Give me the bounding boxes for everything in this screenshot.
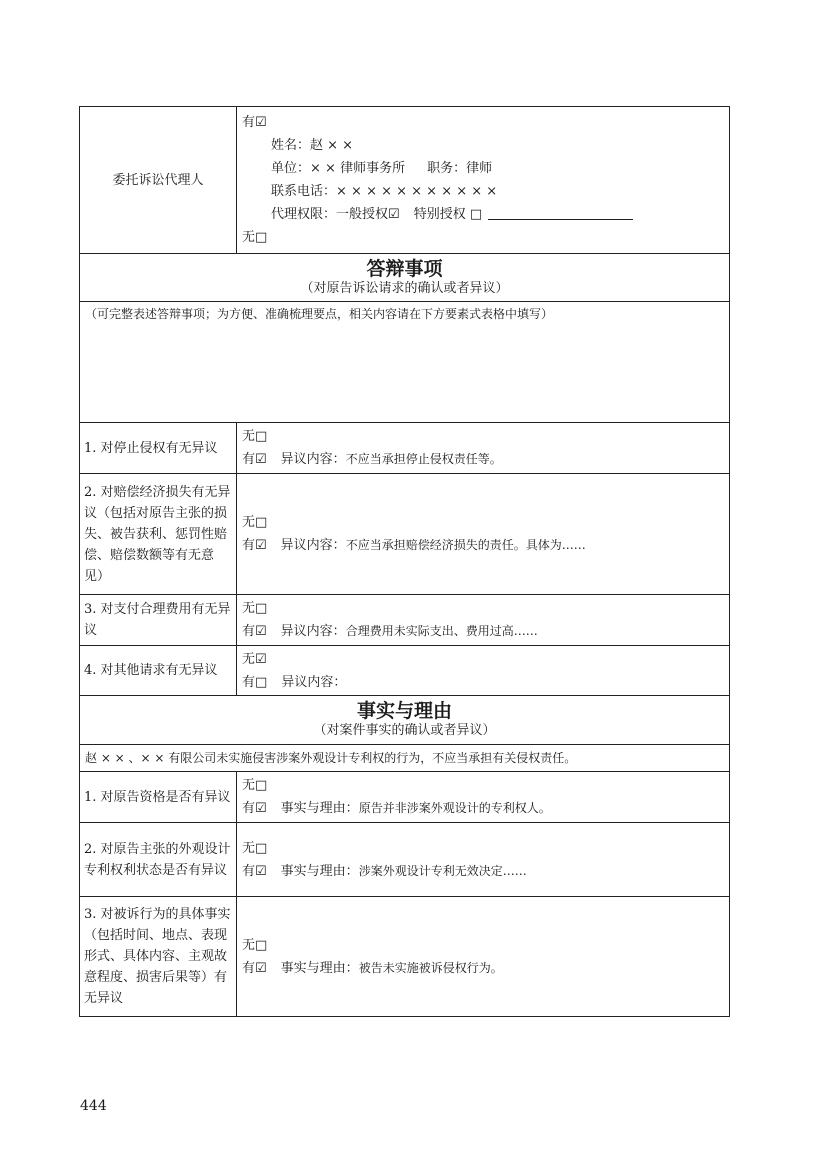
- facts-item-2-no-option[interactable]: [237, 837, 729, 860]
- agent-unit-line: [237, 157, 729, 180]
- agent-authority-label: 代理权限：: [271, 207, 337, 222]
- agent-position-value: 律师: [466, 161, 493, 176]
- facts-item-3-no-option[interactable]: [237, 934, 729, 957]
- facts-item-2-yes-option[interactable]: [237, 860, 729, 883]
- defense-item-3-yes-option[interactable]: [237, 620, 729, 643]
- yes-label: 有: [242, 538, 256, 553]
- yes-checkbox[interactable]: □: [255, 674, 268, 690]
- general-authority-label: 一般授权: [336, 207, 389, 222]
- agent-label: 委托诉讼代理人: [80, 107, 237, 254]
- reason-content[interactable]: 被告未实施被诉侵权行为。: [358, 960, 503, 975]
- facts-item-3-yes-option[interactable]: [237, 957, 729, 980]
- yes-checkbox[interactable]: ☑: [255, 801, 267, 816]
- yes-label: 有: [242, 960, 256, 976]
- yes-checkbox[interactable]: ☑: [255, 452, 267, 467]
- defense-item-4-yes-option[interactable]: [237, 671, 729, 694]
- no-label: 无: [242, 840, 256, 856]
- special-authority-checkbox[interactable]: □: [469, 207, 483, 222]
- yes-checkbox[interactable]: ☑: [255, 960, 267, 976]
- agent-none-checkbox[interactable]: □: [255, 230, 268, 245]
- facts-item-3: [80, 897, 730, 1017]
- objection-label: 异议内容：: [280, 452, 346, 467]
- facts-item-2: [80, 823, 730, 897]
- facts-section-title: 事实与理由: [356, 700, 452, 723]
- objection-content[interactable]: 不应当承担停止侵权责任等。: [345, 452, 502, 466]
- yes-label: 有: [242, 624, 256, 639]
- defense-section-header: [80, 254, 730, 302]
- facts-statement-row: [80, 745, 730, 772]
- facts-statement[interactable]: 赵 × × 、× × 有限公司未实施侵害涉案外观设计专利权的行为，不应当承担有关侵权责任。: [80, 745, 730, 772]
- defense-item-2-no-option[interactable]: [237, 511, 729, 534]
- defense-item-1-label: 1. 对停止侵权有无异议: [80, 423, 237, 474]
- page-number: 444: [80, 1098, 107, 1114]
- agent-phone-line: [237, 180, 729, 203]
- general-authority-checkbox[interactable]: ☑: [388, 207, 400, 222]
- agent-unit-value: × × 律师事务所: [310, 161, 406, 176]
- yes-label: 有: [242, 452, 256, 467]
- objection-label: 异议内容：: [280, 538, 346, 553]
- agent-has-checkbox[interactable]: ☑: [255, 115, 267, 130]
- agent-position-label: 职务：: [427, 161, 467, 176]
- defense-item-2-yes-option[interactable]: [237, 534, 729, 557]
- response-form-table: [79, 106, 730, 1017]
- defense-item-2: [80, 474, 730, 595]
- yes-label: 有: [242, 801, 256, 816]
- agent-name-label: 姓名：: [271, 138, 311, 153]
- defense-item-4: [80, 646, 730, 696]
- yes-label: 有: [242, 674, 256, 690]
- facts-section-header: [80, 696, 730, 745]
- agent-unit-label: 单位：: [271, 161, 311, 176]
- no-checkbox[interactable]: □: [255, 937, 268, 953]
- facts-item-1-yes-option[interactable]: [237, 797, 729, 820]
- defense-note-row: [80, 302, 730, 423]
- defense-item-4-label: 4. 对其他请求有无异议: [80, 646, 237, 696]
- defense-item-3-no-option[interactable]: [237, 597, 729, 620]
- special-authority-label: 特别授权: [413, 207, 466, 222]
- reason-content[interactable]: 涉案外观设计专利无效决定……: [358, 863, 527, 878]
- no-label: 无: [242, 601, 256, 616]
- objection-content[interactable]: 合理费用未实际支出、费用过高……: [345, 624, 538, 638]
- defense-item-1: [80, 423, 730, 474]
- no-checkbox[interactable]: □: [255, 429, 268, 444]
- defense-item-4-no-option[interactable]: [237, 648, 729, 671]
- agent-name-value: 赵 × ×: [310, 138, 354, 153]
- objection-label: 异议内容：: [281, 674, 347, 690]
- defense-item-3-label: 3. 对支付合理费用有无异议: [80, 595, 237, 646]
- facts-item-1-label: 1. 对原告资格是否有异议: [80, 772, 237, 823]
- facts-item-2-label: 2. 对原告主张的外观设计专利权利状态是否有异议: [80, 823, 237, 897]
- yes-checkbox[interactable]: ☑: [255, 863, 267, 879]
- agent-has-option[interactable]: [237, 111, 729, 134]
- facts-section-subtitle: （对案件事实的确认或者异议）: [313, 723, 496, 739]
- special-authority-blank[interactable]: [488, 206, 633, 220]
- defense-item-3: [80, 595, 730, 646]
- defense-note[interactable]: （可完整表述答辩事项；为方便、准确梳理要点，相关内容请在下方要素式表格中填写）: [80, 302, 730, 423]
- defense-item-1-yes-option[interactable]: [237, 448, 729, 471]
- objection-label: 异议内容：: [280, 624, 346, 639]
- no-checkbox[interactable]: □: [255, 778, 268, 793]
- defense-item-1-no-option[interactable]: [237, 425, 729, 448]
- no-checkbox[interactable]: □: [255, 601, 268, 616]
- reason-label: 事实与理由：: [280, 960, 359, 976]
- no-label: 无: [242, 778, 256, 793]
- defense-section-title: 答辩事项: [366, 257, 443, 280]
- no-checkbox[interactable]: ☑: [255, 651, 267, 667]
- agent-cell: [237, 107, 730, 254]
- facts-item-1: [80, 772, 730, 823]
- reason-label: 事实与理由：: [280, 801, 359, 816]
- no-label: 无: [242, 515, 256, 530]
- agent-row: [80, 107, 730, 254]
- no-label: 无: [242, 429, 256, 444]
- defense-section-subtitle: （对原告诉讼请求的确认或者异议）: [300, 280, 509, 296]
- agent-name-line: [237, 134, 729, 157]
- agent-phone-label: 联系电话：: [271, 184, 337, 199]
- no-label: 无: [242, 651, 256, 667]
- facts-item-1-no-option[interactable]: [237, 774, 729, 797]
- yes-label: 有: [242, 863, 256, 879]
- agent-none-option[interactable]: [237, 226, 729, 249]
- objection-content[interactable]: 不应当承担赔偿经济损失的责任。具体为……: [345, 538, 586, 552]
- facts-item-3-label: 3. 对被诉行为的具体事实（包括时间、地点、表现形式、具体内容、主观故意程度、损害后果等）有无异议: [80, 897, 237, 1017]
- agent-phone-value: × × × × × × × × × × ×: [336, 184, 498, 199]
- no-label: 无: [242, 937, 256, 953]
- reason-label: 事实与理由：: [280, 863, 359, 879]
- yes-checkbox[interactable]: ☑: [255, 624, 267, 639]
- no-checkbox[interactable]: □: [255, 515, 268, 530]
- defense-item-2-label: 2. 对赔偿经济损失有无异议（包括对原告主张的损失、被告获利、惩罚性赔偿、赔偿数额等有无意见）: [80, 474, 237, 595]
- reason-content[interactable]: 原告并非涉案外观设计的专利权人。: [358, 801, 551, 815]
- agent-has-label: 有: [242, 115, 256, 130]
- no-checkbox[interactable]: □: [255, 840, 268, 856]
- yes-checkbox[interactable]: ☑: [255, 538, 267, 553]
- agent-none-label: 无: [242, 230, 256, 245]
- agent-authority-line: [237, 203, 729, 226]
